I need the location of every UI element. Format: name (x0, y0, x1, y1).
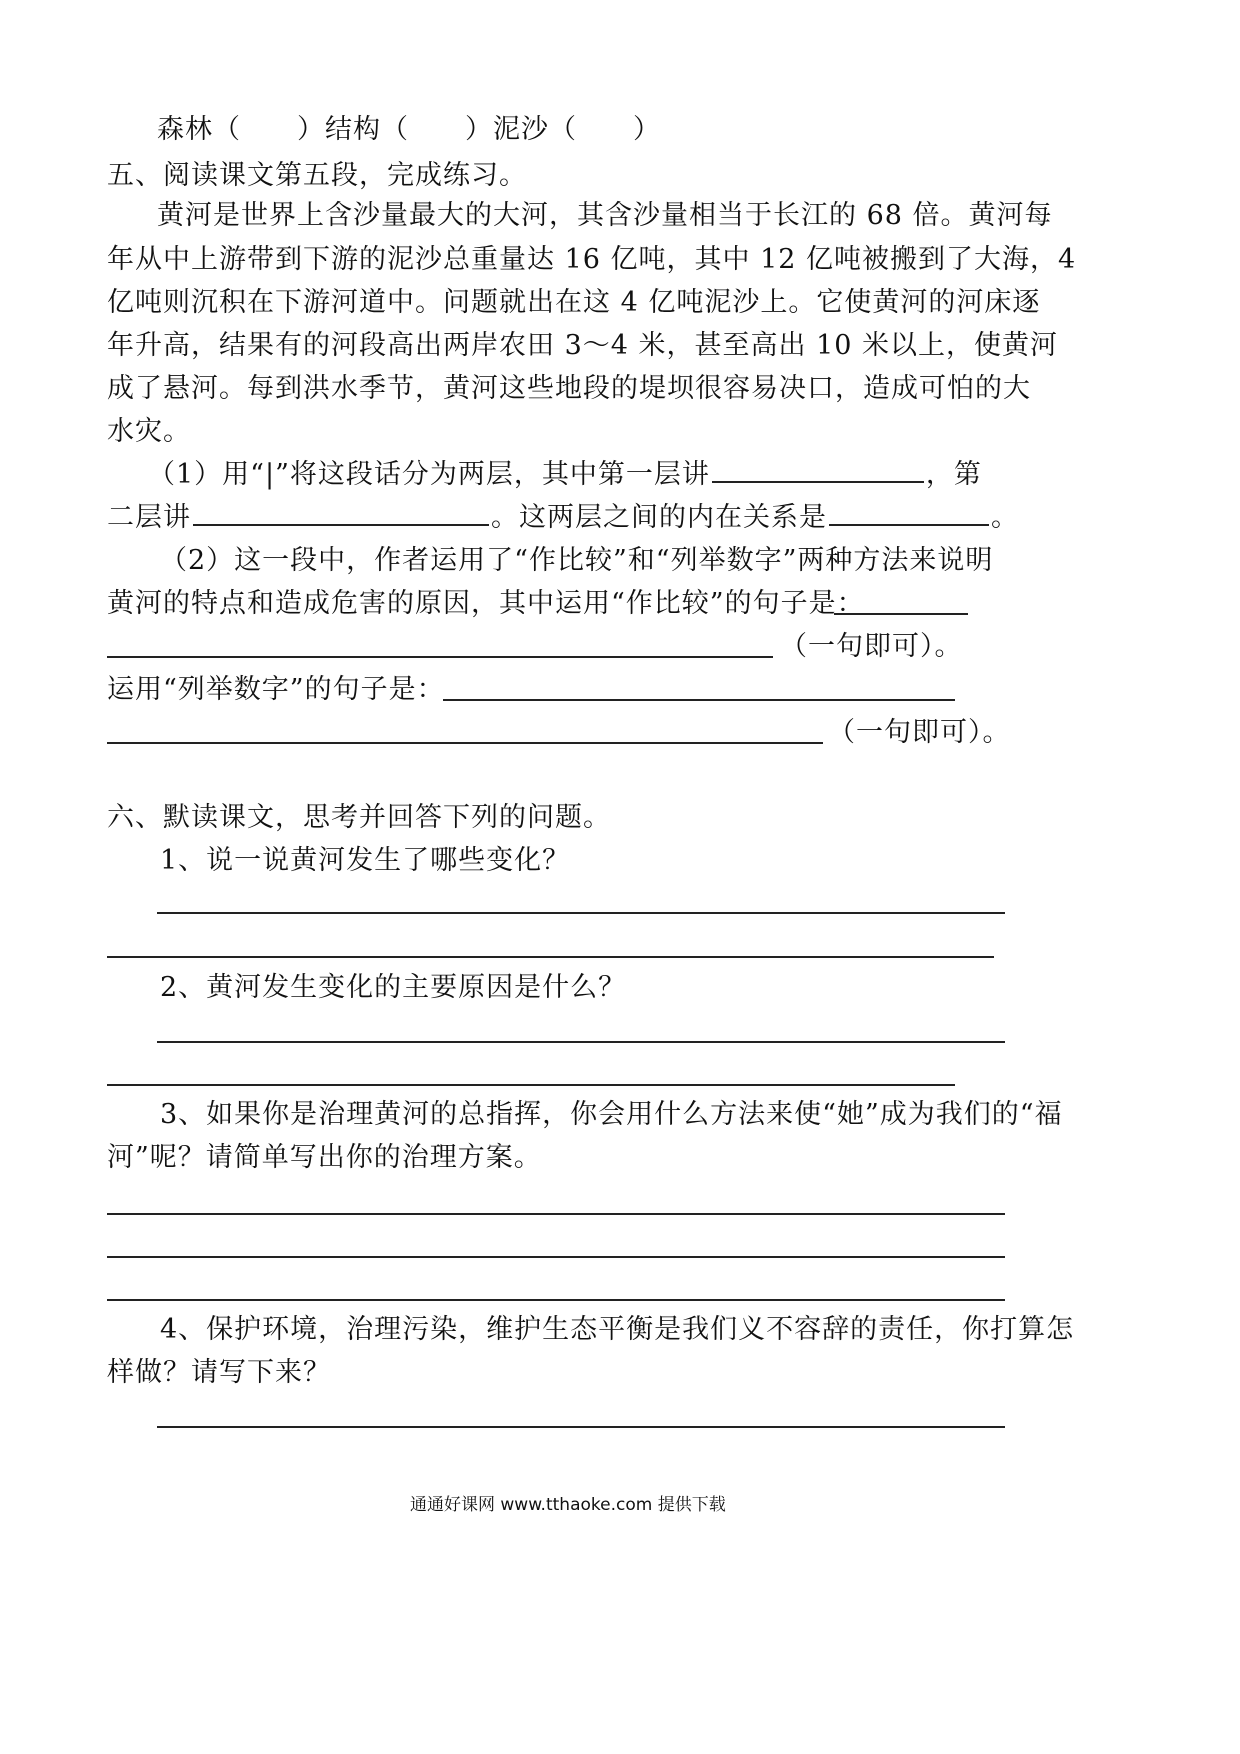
answer-line[interactable] (157, 1041, 1005, 1043)
question-two-line1: （2）这一段中，作者运用了“作比较”和“列举数字”两种方法来说明 (160, 545, 994, 576)
relationship-answer-blank[interactable] (829, 500, 989, 526)
question-one-text-e: 。 (991, 502, 1019, 533)
passage-line: 亿吨则沉积在下游河道中。问题就出在这 4 亿吨泥沙上。它使黄河的河床逐 (107, 287, 1041, 318)
question-one-text-b: ，第 (925, 459, 982, 490)
passage-line: 成了悬河。每到洪水季节，黄河这些地段的堤坝很容易决口，造成可怕的大 (107, 373, 1031, 404)
passage-line: 黄河是世界上含沙量最大的大河，其含沙量相当于长江的 68 倍。黄河每 (157, 200, 1053, 231)
question-3-line1: 3、如果你是治理黄河的总指挥，你会用什么方法来使“她”成为我们的“福 (160, 1099, 1063, 1130)
answer-line[interactable] (157, 912, 1005, 914)
comparison-answer-line[interactable] (834, 613, 968, 615)
passage-line: 水灾。 (107, 416, 191, 447)
question-two-line2: 黄河的特点和造成危害的原因，其中运用“作比较”的句子是： (107, 588, 865, 619)
passage-line: 年升高，结果有的河段高出两岸农田 3～4 米，甚至高出 10 米以上，使黄河 (107, 330, 1059, 361)
word-fill-line: 森林（ ）结构（ ）泥沙（ ） (157, 114, 661, 145)
section-six-heading: 六、默读课文，思考并回答下列的问题。 (107, 802, 611, 833)
question-two-line4: 运用“列举数字”的句子是： (107, 674, 445, 705)
question-3-line2: 河”呢？请简单写出你的治理方案。 (107, 1142, 542, 1173)
question-one-line1 (148, 457, 982, 493)
layer-one-answer-blank[interactable] (712, 457, 924, 483)
numbers-answer-line[interactable] (107, 742, 823, 744)
question-1: 1、说一说黄河发生了哪些变化？ (160, 845, 571, 876)
question-one-text-a: （1）用“|”将这段话分为两层，其中第一层讲 (148, 459, 710, 490)
answer-line[interactable] (107, 1213, 1005, 1215)
question-one-line2 (107, 500, 1019, 536)
passage-line: 年从中上游带到下游的泥沙总重量达 16 亿吨，其中 12 亿吨被搬到了大海，4 (107, 244, 1077, 275)
question-one-text-d: 。这两层之间的内在关系是 (491, 502, 827, 533)
question-2: 2、黄河发生变化的主要原因是什么？ (160, 972, 627, 1003)
section-five-heading: 五、阅读课文第五段，完成练习。 (107, 160, 527, 191)
answer-line[interactable] (157, 1426, 1005, 1428)
question-one-text-c: 二层讲 (107, 502, 191, 533)
one-sentence-note: （一句即可）。 (780, 631, 963, 662)
layer-two-answer-blank[interactable] (193, 500, 489, 526)
answer-line[interactable] (107, 1299, 1005, 1301)
footer-credit: 通通好课网 www.tthaoke.com 提供下载 (410, 1495, 726, 1515)
answer-line[interactable] (107, 956, 994, 958)
answer-line[interactable] (107, 1084, 955, 1086)
one-sentence-note: （一句即可）。 (828, 717, 1011, 748)
answer-line[interactable] (107, 1256, 1005, 1258)
question-4-line1: 4、保护环境，治理污染，维护生态平衡是我们义不容辞的责任，你打算怎 (160, 1314, 1075, 1345)
numbers-answer-line[interactable] (443, 699, 955, 701)
question-4-line2: 样做？请写下来？ (107, 1357, 331, 1388)
comparison-answer-line[interactable] (107, 656, 773, 658)
